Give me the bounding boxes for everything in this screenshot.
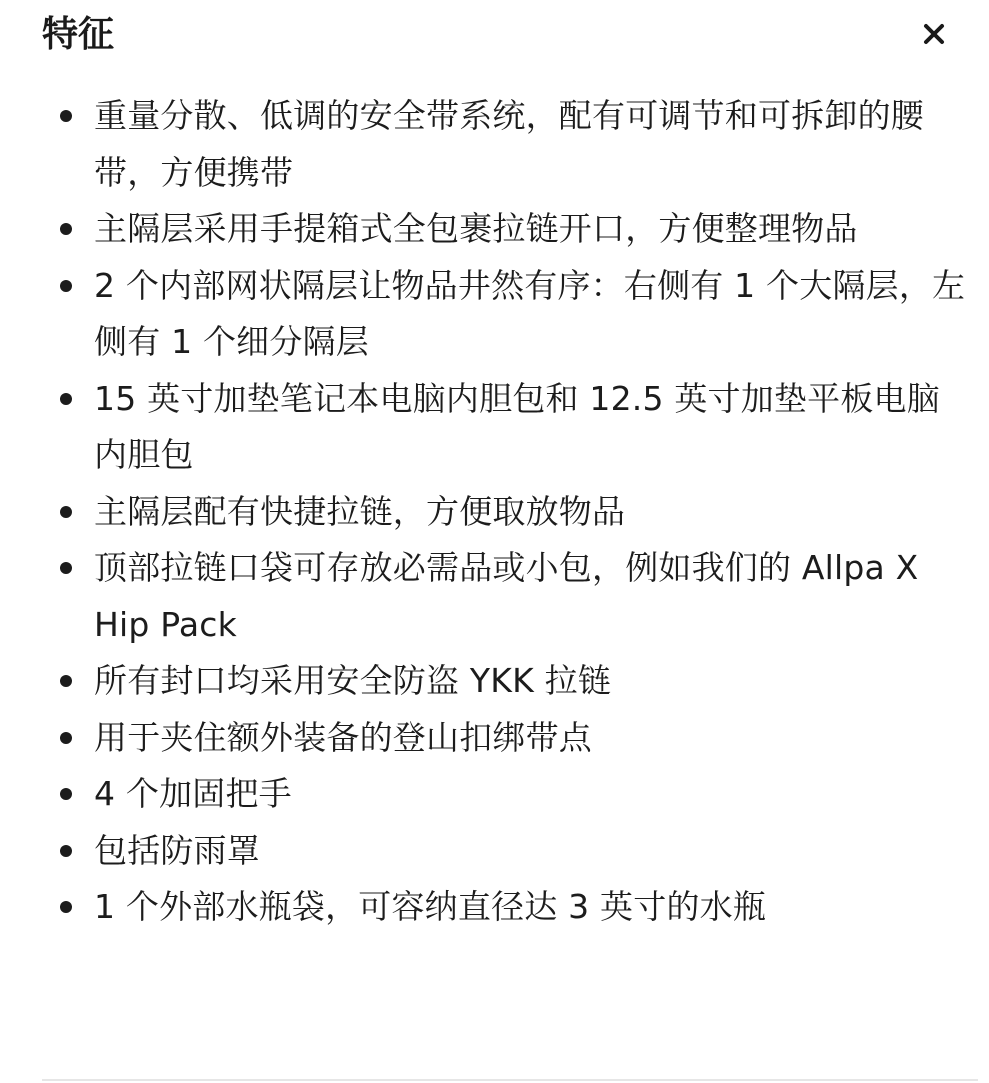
- bullet-icon: [60, 223, 72, 235]
- feature-text: 1 个外部水瓶袋，可容纳直径达 3 英寸的水瓶: [94, 887, 767, 926]
- bullet-icon: [60, 732, 72, 744]
- list-item: [60, 258, 972, 371]
- bullet-icon: [60, 901, 72, 913]
- list-item: [60, 653, 972, 710]
- bullet-icon: [60, 280, 72, 292]
- close-icon: [923, 23, 945, 45]
- feature-text: 4 个加固把手: [94, 774, 292, 813]
- feature-text: 主隔层采用手提箱式全包裹拉链开口，方便整理物品: [94, 209, 858, 248]
- list-item: [60, 371, 972, 484]
- list-item: [60, 484, 972, 541]
- divider: [42, 1079, 978, 1081]
- feature-text: 15 英寸加垫笔记本电脑内胆包和 12.5 英寸加垫平板电脑内胆包: [94, 378, 940, 474]
- feature-text: 顶部拉链口袋可存放必需品或小包，例如我们的 Allpa X Hip Pack: [94, 548, 919, 644]
- bullet-icon: [60, 788, 72, 800]
- bullet-icon: [60, 393, 72, 405]
- feature-text: 主隔层配有快捷拉链，方便取放物品: [94, 491, 626, 531]
- feature-text: 包括防雨罩: [94, 830, 260, 870]
- feature-text: 用于夹住额外装备的登山扣绑带点: [94, 717, 592, 757]
- list-item: [60, 823, 972, 880]
- list-item: [60, 201, 972, 258]
- list-item: [60, 540, 972, 653]
- bullet-icon: [60, 506, 72, 518]
- bullet-icon: [60, 562, 72, 574]
- panel-title: 特征: [42, 14, 115, 55]
- list-item: [60, 879, 972, 936]
- feature-list: [60, 88, 972, 936]
- feature-text: 2 个内部网状隔层让物品井然有序：右侧有 1 个大隔层，左侧有 1 个细分隔层: [94, 265, 966, 361]
- bullet-icon: [60, 110, 72, 122]
- bullet-icon: [60, 675, 72, 687]
- feature-text: 重量分散、低调的安全带系统，配有可调节和可拆卸的腰带，方便携带: [94, 96, 924, 192]
- list-item: [60, 710, 972, 767]
- panel-header: [42, 10, 964, 60]
- feature-text: 所有封口均采用安全防盗 YKK 拉链: [94, 661, 612, 700]
- bullet-icon: [60, 845, 72, 857]
- list-item: [60, 88, 972, 201]
- list-item: [60, 766, 972, 823]
- close-button[interactable]: [914, 14, 954, 54]
